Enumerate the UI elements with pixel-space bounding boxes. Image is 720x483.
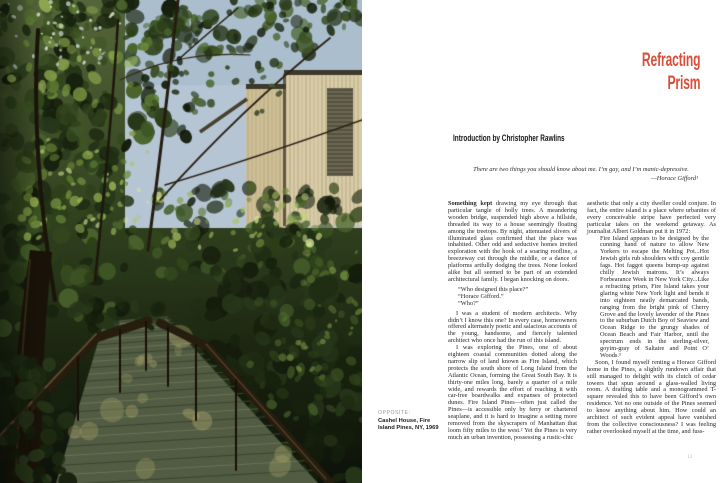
paragraph: I was exploring the Pines, one of about eighteen coastal communities dotted along the narrow slip of land known as Fire Island, which protects the south shore of Long Island from the Atlantic Ocean, forming the Great South Bay. It is thirty-one miles long, barely a quarter of a mile wide, and rewards the effort of reaching it with car-free boardwalks and expanses of protected dunes. Fire Island Pines—often just called the Pines—is accessible only by ferry or chartered seaplane, and it is hard to imagine a setting more removed from the skyscrapers of Manhattan that loom fifty miles to the west.² Yet the Pines is very much an urban invention, possessing a rustic-chic — [448, 344, 577, 441]
paragraph: I was a student of modern architects. Why didn’t I know this one? In every case, homeowners offered alternately poetic and salacious accounts of the young, handsome, and fiercely talented architect who once had the run of this island. — [448, 309, 577, 345]
paragraph: Soon, I found myself renting a Horace Gifford home in the Pines, a slightly rundown affair that still managed to delight with its clutch of cedar towers that spun around a glass-walled living room. A drafting table and a monogrammed T-square revealed this to have been Gifford’s own residence. Yet no one outside of the Pines seemed to know anything about him. How could an architect of such evident appeal have vanished from the collective consciousness? I was feeling rather overlooked myself at the time, and fuss- — [587, 358, 716, 435]
dialogue-line: “Horace Gifford.” — [458, 292, 504, 300]
photo-caption-label: OPPOSITE: — [378, 410, 411, 416]
dialogue-line: “Who?” — [458, 299, 479, 307]
dialogue-group — [448, 287, 577, 308]
paragraph-lead-in: Something kept — [448, 200, 496, 207]
photo-caption-text: Cashel House, Fire Island Pines, NY, 1969 — [378, 418, 439, 431]
text-column-left — [448, 201, 577, 442]
chapter-title-line1: Refracting — [641, 49, 700, 71]
text-page — [362, 0, 720, 483]
page-number: 13 — [687, 455, 692, 460]
body-text — [448, 201, 716, 442]
byline: Introduction by Christopher Rawlins — [453, 133, 565, 144]
chapter-title — [641, 49, 700, 95]
paragraph-continuation: aesthetic that only a city dweller could conjure. In fact, the entire island is a place where urbanites of every conceivable stripe have perfected very particular takes on the weekend getaway. As journalist Albert Goldman put it in 1972: — [587, 200, 716, 235]
paragraph-opening-text: drawing my eye through that particular tangle of holly trees. A meandering wooden bridge, suspended high above a hillside, threaded its way to a house seemingly floating among the treetops. By night, attenuated slivers of illuminated glass confirmed that the place was inhabited. Other odd and seductive homes invited exploration with the hook of a soaring roofline, a breezeway cut through the middle, or a dance of platforms artfully dodging the trees. None looked alike but all seemed to be part of an extended architectural family. I began knocking on doors. — [448, 200, 577, 283]
block-quote: Fire Island appears to be designed by the cunning hand of nature to allow New Yorkers to escape the Melting Pot...Hot Jewish girls rub shoulders with coy gentile fags. Hot faggot queens bump-up against chilly Jewish matrons. It’s always Forbearance Week in New York City...Like a refracting prism, Fire Island takes your glaring white New York light and bends it into eighteen neatly demarcated bands, ranging from the bright pink of Cherry Grove and the lovely lavender of the Pines to the suburban Dutch Boy of Seaview and Ocean Ridge to the grungy shades of Ocean Beach and Fair Harbor, until the spectrum ends in the sterling-silver, goyim-gray of Saltaire and Point O’ Woods.³ — [600, 234, 709, 359]
epigraph-attribution: —Horace Gifford¹ — [651, 175, 698, 182]
text-column-right — [587, 201, 716, 442]
photo-caption — [378, 410, 446, 432]
epigraph — [448, 166, 714, 183]
paragraph-opening — [448, 201, 577, 284]
dialogue-line: “Who designed this place?” — [458, 285, 529, 293]
chapter-title-line2: Prism — [667, 72, 700, 94]
epigraph-quote: There are two things you should know about me. I’m gay, and I’m manic-depressive. — [473, 166, 689, 173]
